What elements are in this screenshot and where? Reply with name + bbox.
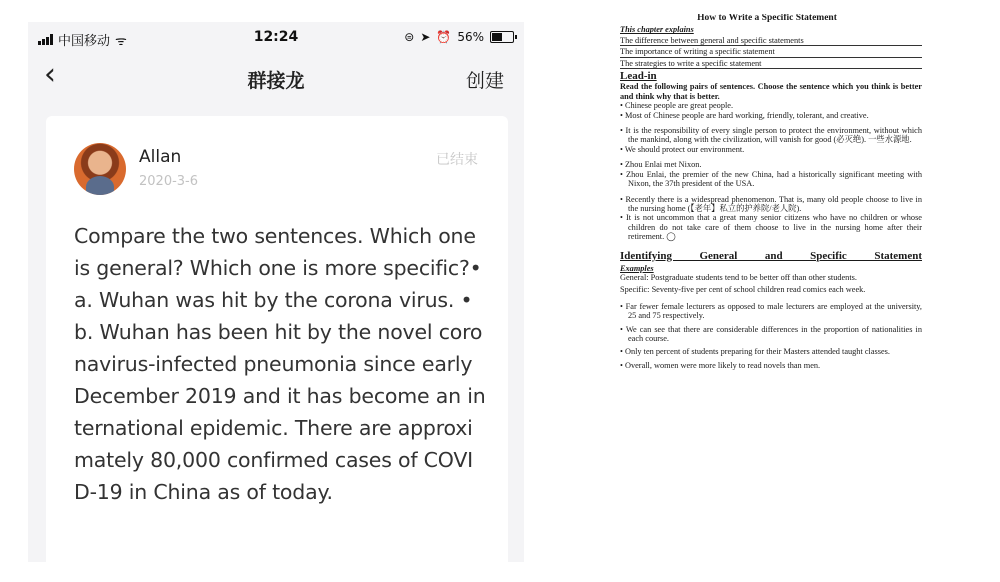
nav-bar [28, 54, 524, 102]
explains-item: The difference between general and specific statements [620, 35, 922, 46]
examples-label: Examples [620, 263, 654, 273]
post-date: 2020-3-6 [139, 174, 199, 189]
sentence-option: • Recently there is a widespread phenomenon. That is, many old people choose to live in the nursing home (【老年】私立的护养院/老人院). [620, 195, 922, 214]
status-bar [28, 22, 524, 54]
instructions: Read the following pairs of sentences. Choose the sentence which you think is better and think why that is better. [620, 82, 922, 101]
sentence-pair [612, 101, 922, 120]
rotation-lock-icon: ⊜ [404, 30, 415, 44]
document-page [612, 14, 922, 574]
alarm-icon: ⏰ [436, 30, 452, 44]
avatar[interactable] [74, 143, 126, 195]
sentence-pair [612, 126, 922, 154]
carrier-label: 中国移动 [58, 34, 111, 49]
back-button[interactable]: ‹ [44, 57, 56, 92]
sentence-option: • Zhou Enlai met Nixon. [620, 160, 922, 169]
sentence-pair [612, 195, 922, 242]
sentence-option: • Chinese people are great people. [620, 101, 922, 110]
sentence-option: • It is the responsibility of every single person to protect the environment, without which the mankind, along with the civilization, will vanish for good (必灭绝). 一些水源地. [620, 126, 922, 145]
explains-item: The strategies to write a specific statement [620, 58, 922, 69]
post-card[interactable] [46, 116, 508, 562]
status-time: 12:24 [253, 29, 299, 45]
sentence-option: • Zhou Enlai, the premier of the new China, had a historically significant meeting with Nixon, the 37th president of the USA. [620, 170, 922, 189]
location-icon: ➤ [420, 30, 431, 44]
status-right [404, 30, 514, 44]
battery-icon [490, 31, 514, 43]
bullet-item: • Far fewer female lecturers as opposed to male lecturers are employed at the university, 25 and 75 respectively. [620, 302, 922, 321]
bullet-item: • We can see that there are considerable differences in the proportion of nationalities in each course. [620, 325, 922, 344]
author-name[interactable]: Allan [139, 147, 182, 167]
wifi-icon: ᯤ [115, 33, 127, 49]
explains-heading: This chapter explains [620, 25, 694, 35]
example-line: Specific: Seventy-five per cent of school children read comics each week. [620, 285, 866, 295]
section-heading: Identifying General and Specific Statement [620, 249, 922, 262]
post-body: Compare the two sentences. Which one is general? Which one is more specific?•a. Wuhan was hit by the corona virus. •b. Wuhan has been hit by the novel coronavirus-infected pneumonia since early December 2019 and it has become an international epidemic. There are approximately 80,000 confirmed cases of COVID-19 in China as of today. [74, 224, 486, 504]
sentence-option: • Most of Chinese people are hard working, friendly, tolerant, and creative. [620, 111, 922, 120]
create-button[interactable]: 创建 [465, 70, 504, 92]
sentence-option: • We should protect our environment. [620, 145, 922, 154]
battery-percent: 56% [457, 30, 484, 44]
lead-in-heading: Lead-in [620, 70, 657, 83]
bullet-item: • Only ten percent of students preparing for their Masters attended taught classes. [620, 347, 922, 356]
battery-fill [492, 33, 502, 41]
doc-title: How to Write a Specific Statement [697, 14, 837, 23]
status-badge: 已结束 [436, 152, 478, 168]
phone-screenshot [28, 22, 524, 562]
example-line: General: Postgraduate students tend to be better off than other students. [620, 272, 857, 282]
nav-title: 群接龙 [247, 70, 305, 92]
signal-icon [38, 34, 53, 45]
sentence-option: • It is not uncommon that a great many senior citizens who have no children or whose children do not take care of them choose to live in the nursing home after their retirement. ◯ [620, 213, 922, 241]
bullet-item: • Overall, women were more likely to read novels than men. [620, 361, 922, 370]
sentence-pair [612, 160, 922, 188]
explains-item: The importance of writing a specific statement [620, 46, 922, 57]
status-left [38, 30, 127, 49]
